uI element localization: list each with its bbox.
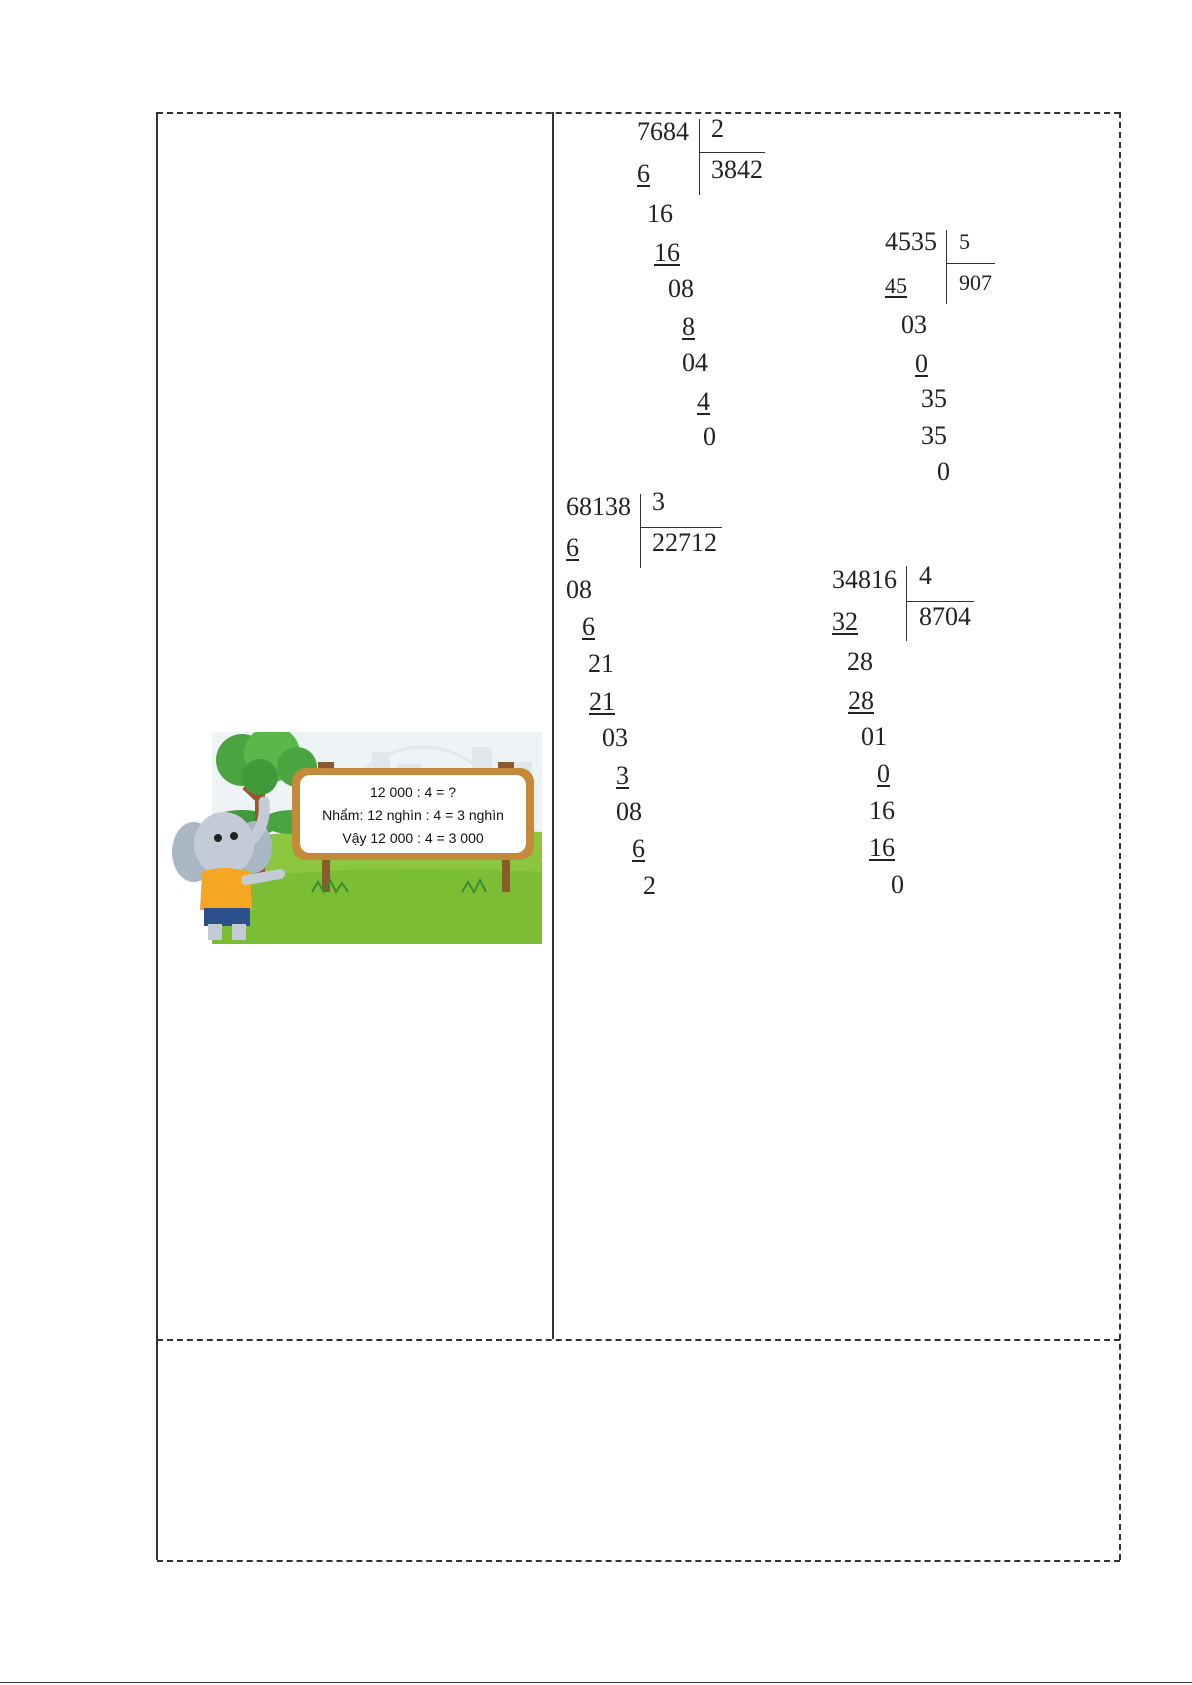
division-step: 28 xyxy=(848,686,874,715)
sign-line-2: Nhẩm: 12 nghìn : 4 = 3 nghìn xyxy=(322,807,504,823)
division-step: 16 xyxy=(869,796,895,825)
dividend: 68138 xyxy=(566,492,631,521)
division-step: 0 xyxy=(915,349,928,378)
division-step: 2 xyxy=(643,871,656,900)
table-right-border xyxy=(1119,112,1121,1560)
division-vertical-bar xyxy=(699,119,700,195)
division-step: 6 xyxy=(566,533,579,562)
table-bottom-border xyxy=(157,1560,1120,1562)
division-step: 16 xyxy=(647,199,673,228)
division-step: 4 xyxy=(697,387,710,416)
division-step: 0 xyxy=(877,759,890,788)
table-top-border xyxy=(157,112,1120,114)
division-vertical-bar xyxy=(906,566,907,641)
division-step: 0 xyxy=(937,457,950,486)
division-step: 35 xyxy=(921,421,947,450)
division-step: 32 xyxy=(832,607,858,636)
division-step: 35 xyxy=(921,384,947,413)
sign-line-3: Vậy 12 000 : 4 = 3 000 xyxy=(342,830,484,846)
division-step: 21 xyxy=(589,687,615,716)
division-vertical-bar xyxy=(946,230,947,304)
division-step: 21 xyxy=(588,649,614,678)
division-horizontal-bar xyxy=(946,263,995,264)
divisor: 3 xyxy=(652,487,665,516)
division-step: 16 xyxy=(654,238,680,267)
page-footer-rule xyxy=(0,1682,1192,1683)
division-step: 03 xyxy=(602,723,628,752)
division-step: 6 xyxy=(632,834,645,863)
division-step: 3 xyxy=(616,761,629,790)
division-step: 04 xyxy=(682,348,708,377)
division-step: 6 xyxy=(637,159,650,188)
elephant-sign-scene xyxy=(172,732,542,944)
quotient: 3842 xyxy=(711,155,763,184)
table-column-divider xyxy=(552,112,554,1339)
division-step: 08 xyxy=(668,274,694,303)
division-step: 08 xyxy=(616,797,642,826)
quotient: 907 xyxy=(959,270,992,295)
division-step: 8 xyxy=(682,312,695,341)
table-left-border xyxy=(156,112,158,1560)
divisor: 2 xyxy=(711,114,724,143)
division-step: 16 xyxy=(869,833,895,862)
division-step: 0 xyxy=(891,870,904,899)
division-step: 03 xyxy=(901,310,927,339)
division-horizontal-bar xyxy=(699,152,765,153)
division-step: 0 xyxy=(703,422,716,451)
divisor: 4 xyxy=(919,561,932,590)
divisor: 5 xyxy=(959,229,970,254)
dividend: 7684 xyxy=(637,117,689,146)
division-step: 28 xyxy=(847,647,873,676)
division-vertical-bar xyxy=(640,494,641,568)
sign-line-1: 12 000 : 4 = ? xyxy=(369,784,457,800)
dividend: 34816 xyxy=(832,565,897,594)
elephant-sign-illustration xyxy=(172,732,542,944)
table-row-divider xyxy=(157,1339,1120,1341)
division-step: 45 xyxy=(885,273,907,298)
division-step: 01 xyxy=(861,722,887,751)
quotient: 8704 xyxy=(919,602,971,631)
quotient: 22712 xyxy=(652,528,717,557)
division-step: 6 xyxy=(582,612,595,641)
division-step: 08 xyxy=(566,575,592,604)
dividend: 4535 xyxy=(885,227,937,256)
